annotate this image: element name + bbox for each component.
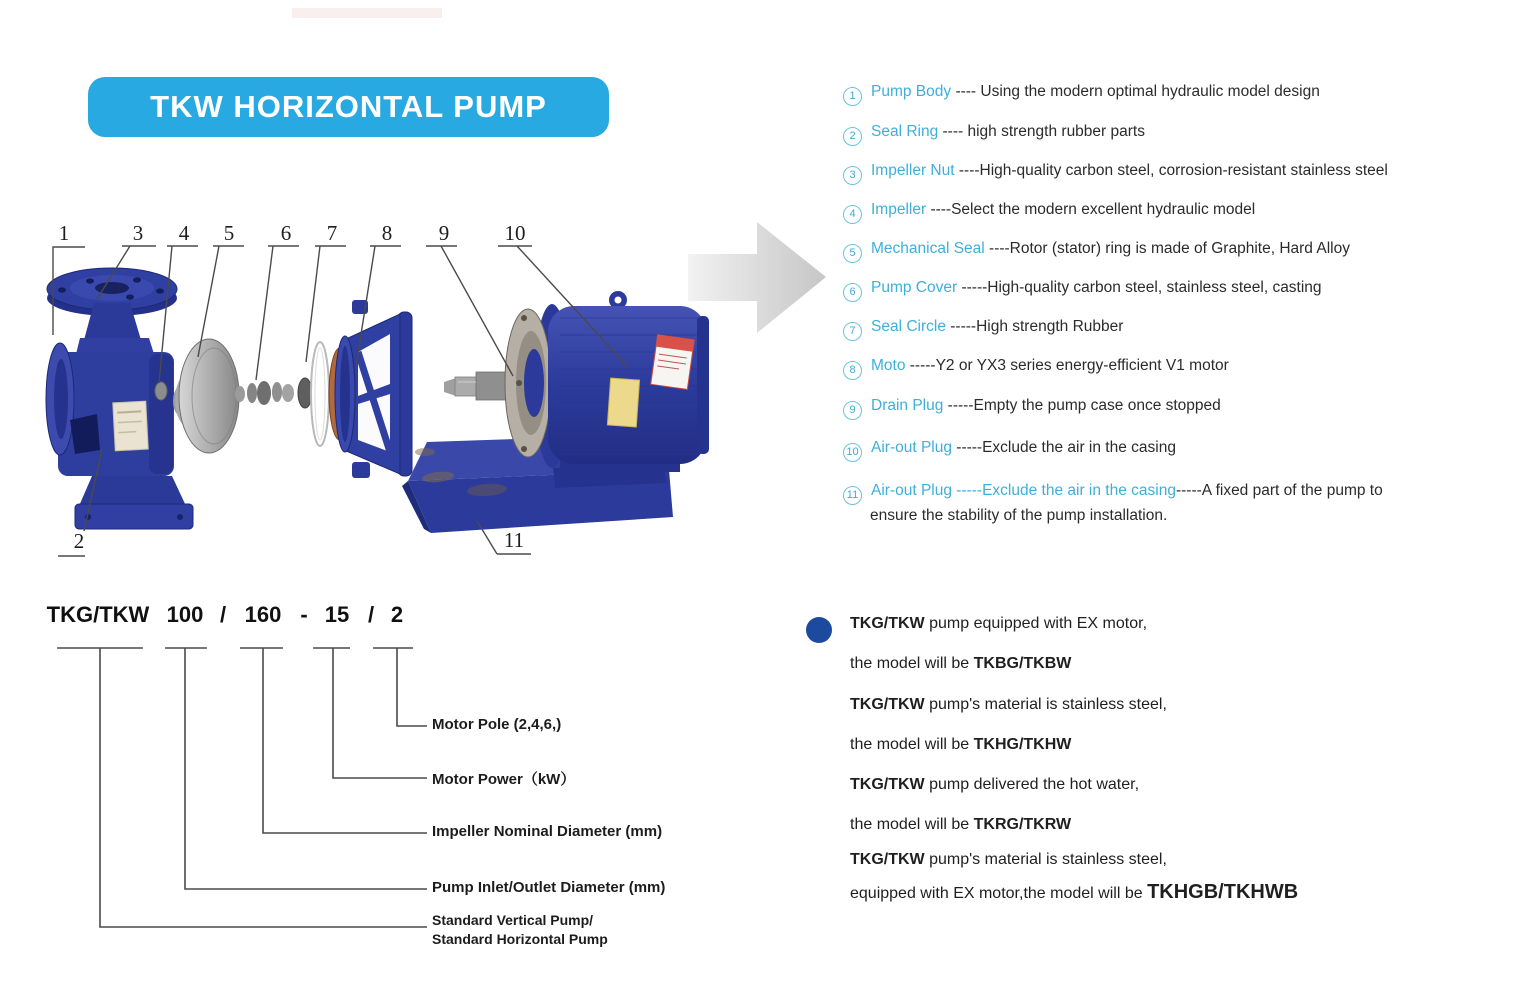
part-number-2: 2 bbox=[73, 529, 85, 553]
part-badge: 8 bbox=[843, 361, 862, 380]
part-badge: 7 bbox=[843, 322, 862, 341]
part-desc-line2: ensure the stability of the pump installation. bbox=[870, 507, 1168, 524]
model-token-dash: - bbox=[300, 602, 308, 627]
label-standard-line1: Standard Vertical Pump/ bbox=[432, 912, 594, 928]
part-number-7: 7 bbox=[326, 221, 338, 245]
note-text: the model will be bbox=[850, 736, 974, 753]
note-model-code: TKHG/TKHW bbox=[973, 736, 1072, 753]
part-number-1: 1 bbox=[58, 221, 70, 245]
note-lead: TKG/TKW bbox=[850, 776, 925, 793]
part-desc: -----Exclude the air in the casing bbox=[951, 439, 1176, 456]
part-number-6: 6 bbox=[280, 221, 292, 245]
part-name: Impeller bbox=[871, 201, 927, 218]
model-token-slash: / bbox=[219, 602, 227, 627]
part-desc: ----Select the modern excellent hydraulic model bbox=[926, 201, 1256, 218]
note-line bbox=[850, 735, 1071, 755]
transition-arrow-icon bbox=[688, 222, 826, 333]
legend-item bbox=[843, 238, 1350, 263]
part-number-4: 4 bbox=[178, 221, 190, 245]
part-badge: 10 bbox=[843, 443, 862, 462]
legend-item bbox=[843, 395, 1221, 420]
part-number-5: 5 bbox=[223, 221, 235, 245]
title-banner bbox=[88, 77, 609, 137]
part-name: Air-out Plug bbox=[871, 439, 952, 456]
model-code-connectors bbox=[57, 648, 427, 927]
part-desc: ----High-quality carbon steel, corrosion-resistant stainless steel bbox=[954, 162, 1388, 179]
note-line bbox=[850, 614, 1147, 634]
note-text: pump equipped with EX motor, bbox=[924, 615, 1148, 632]
note-line bbox=[850, 815, 1071, 835]
part-badge: 4 bbox=[843, 205, 862, 224]
part-name: Pump Cover bbox=[871, 279, 958, 296]
part-badge: 2 bbox=[843, 127, 862, 146]
label-motor-power: Motor Power（kW） bbox=[432, 771, 576, 788]
note-line bbox=[850, 654, 1071, 674]
seal-and-bracket-drawing bbox=[311, 300, 412, 478]
part-name: Pump Body bbox=[871, 83, 952, 100]
label-motor-pole: Motor Pole (2,4,6,) bbox=[432, 716, 562, 733]
note-model-code: TKRG/TKRW bbox=[973, 816, 1072, 833]
note-lead: TKG/TKW bbox=[850, 851, 925, 868]
part-desc: -----High-quality carbon steel, stainless steel, casting bbox=[957, 279, 1322, 296]
note-model-code: TKHGB/TKHWB bbox=[1147, 881, 1299, 903]
part-name: Drain Plug bbox=[871, 397, 944, 414]
part-badge: 9 bbox=[843, 401, 862, 420]
part-name: Moto bbox=[871, 357, 906, 374]
part-name: Seal Ring bbox=[871, 123, 939, 140]
pump-body-drawing bbox=[46, 268, 193, 529]
note-text: the model will be bbox=[850, 655, 974, 672]
legend-item bbox=[843, 121, 1145, 146]
part-number-11: 11 bbox=[503, 528, 525, 552]
model-token-inlet: 100 bbox=[166, 602, 204, 627]
bullet-icon bbox=[806, 617, 832, 643]
part-number-3: 3 bbox=[132, 221, 144, 245]
legend-item bbox=[843, 160, 1388, 185]
part-desc: -----Y2 or YX3 series energy-efficient V1 motor bbox=[905, 357, 1229, 374]
model-token-slash2: / bbox=[367, 602, 375, 627]
part-desc: -----Empty the pump case once stopped bbox=[943, 397, 1221, 414]
note-text: pump's material is stainless steel, bbox=[924, 851, 1167, 868]
part-number-10: 10 bbox=[504, 221, 526, 245]
note-line bbox=[850, 850, 1167, 870]
part-number-9: 9 bbox=[438, 221, 450, 245]
note-model-code: TKBG/TKBW bbox=[973, 655, 1072, 672]
note-text: equipped with EX motor,the model will be bbox=[850, 885, 1148, 902]
part-desc-cyan: -----Exclude the air in the casing bbox=[951, 482, 1176, 499]
model-token-pole: 2 bbox=[390, 602, 404, 627]
legend-item bbox=[843, 199, 1255, 224]
part-badge: 3 bbox=[843, 166, 862, 185]
label-impeller-diam: Impeller Nominal Diameter (mm) bbox=[432, 823, 663, 840]
part-desc: ---- Using the modern optimal hydraulic model design bbox=[951, 83, 1320, 100]
model-token-power: 15 bbox=[324, 602, 350, 627]
label-inlet-outlet: Pump Inlet/Outlet Diameter (mm) bbox=[432, 879, 666, 896]
part-badge: 6 bbox=[843, 283, 862, 302]
page-title: TKW HORIZONTAL PUMP bbox=[150, 89, 547, 124]
part-badge: 5 bbox=[843, 244, 862, 263]
note-text: pump delivered the hot water, bbox=[924, 776, 1140, 793]
part-desc: ---- high strength rubber parts bbox=[938, 123, 1145, 140]
part-name: Mechanical Seal bbox=[871, 240, 985, 257]
legend-item bbox=[843, 277, 1322, 302]
part-desc: ----Rotor (stator) ring is made of Graphite, Hard Alloy bbox=[984, 240, 1350, 257]
part-name: Impeller Nut bbox=[871, 162, 955, 179]
label-standard-line2: Standard Horizontal Pump bbox=[432, 931, 608, 947]
legend-item bbox=[843, 437, 1176, 462]
legend-item bbox=[843, 316, 1123, 341]
note-lead: TKG/TKW bbox=[850, 696, 925, 713]
part-number-8: 8 bbox=[381, 221, 393, 245]
part-name: Seal Circle bbox=[871, 318, 946, 335]
note-text: the model will be bbox=[850, 816, 974, 833]
note-line bbox=[850, 775, 1139, 795]
model-token-impeller: 160 bbox=[244, 602, 282, 627]
part-name: Air-out Plug bbox=[871, 482, 952, 499]
note-line bbox=[850, 695, 1167, 715]
part-badge: 11 bbox=[843, 486, 862, 505]
note-text: pump's material is stainless steel, bbox=[924, 696, 1167, 713]
note-lead: TKG/TKW bbox=[850, 615, 925, 632]
legend-item bbox=[843, 355, 1229, 380]
part-desc: -----High strength Rubber bbox=[945, 318, 1124, 335]
part-badge: 1 bbox=[843, 87, 862, 106]
model-token-series: TKG/TKW bbox=[46, 602, 150, 627]
note-line bbox=[850, 882, 1298, 904]
legend-item bbox=[843, 81, 1320, 106]
legend-item bbox=[843, 480, 1383, 526]
impeller-drawing bbox=[155, 339, 312, 453]
part-desc: -----A fixed part of the pump to bbox=[1175, 482, 1383, 499]
